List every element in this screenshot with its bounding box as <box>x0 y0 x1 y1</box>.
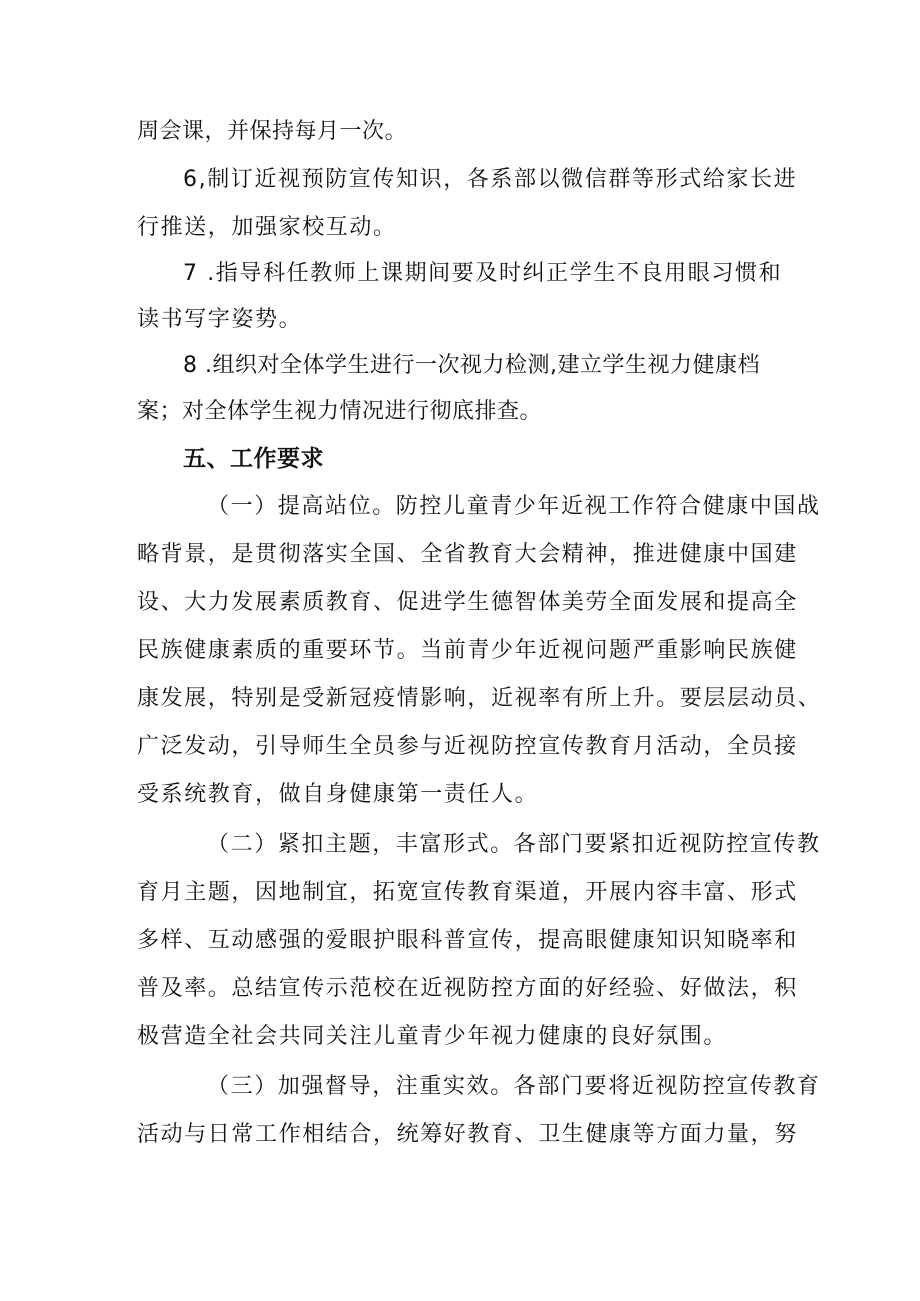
text-line: 康发展，特别是受新冠疫情影响，近视率有所上升。要层层动员、 <box>137 686 822 711</box>
text-line: （一）提高站位。防控儿童青少年近视工作符合健康中国战 <box>207 494 821 519</box>
text-line: 多样、互动感强的爱眼护眼科普宣传，提高眼健康知识知晓率和 <box>137 928 798 953</box>
text-line: 周会课，并保持每月一次。 <box>137 119 408 144</box>
text-line: 极营造全社会共同关注儿童青少年视力健康的良好氛围。 <box>137 1024 728 1049</box>
text-line: 育月主题，因地制宜，拓宽宣传教育渠道，开展内容丰富、形式 <box>137 880 798 905</box>
text-line: 6,制订近视预防宣传知识，各系部以微信群等形式给家长进 <box>183 167 798 192</box>
text-line: 7 .指导科任教师上课期间要及时纠正学生不良用眼习惯和 <box>183 261 783 286</box>
text-line: 受系统教育，做自身健康第一责任人。 <box>137 782 539 807</box>
text-line: 略背景，是贯彻落实全国、全省教育大会精神，推进健康中国建 <box>137 542 798 567</box>
text-line: 设、大力发展素质教育、促进学生德智体美劳全面发展和提高全 <box>137 590 798 615</box>
text-line: 民族健康素质的重要环节。当前青少年近视问题严重影响民族健 <box>137 638 798 663</box>
text-line: 行推送，加强家校互动。 <box>137 215 397 240</box>
text-line: 案；对全体学生视力情况进行彻底排查。 <box>137 399 543 424</box>
text-line: 普及率。总结宣传示范校在近视防控方面的好经验、好做法，积 <box>137 976 798 1001</box>
text-line: （二）紧扣主题，丰富形式。各部门要紧扣近视防控宣传教 <box>207 832 821 857</box>
section-heading: 五、工作要求 <box>183 446 324 472</box>
text-line: 8 .组织对全体学生进行一次视力检测,建立学生视力健康档 <box>183 353 760 378</box>
text-line: （三）加强督导，注重实效。各部门要将近视防控宣传教育 <box>207 1074 821 1099</box>
text-line: 广泛发动，引导师生全员参与近视防控宣传教育月活动，全员接 <box>137 734 798 759</box>
text-line: 读书写字姿势。 <box>137 307 303 332</box>
text-line: 活动与日常工作相结合，统筹好教育、卫生健康等方面力量，努 <box>137 1122 798 1147</box>
